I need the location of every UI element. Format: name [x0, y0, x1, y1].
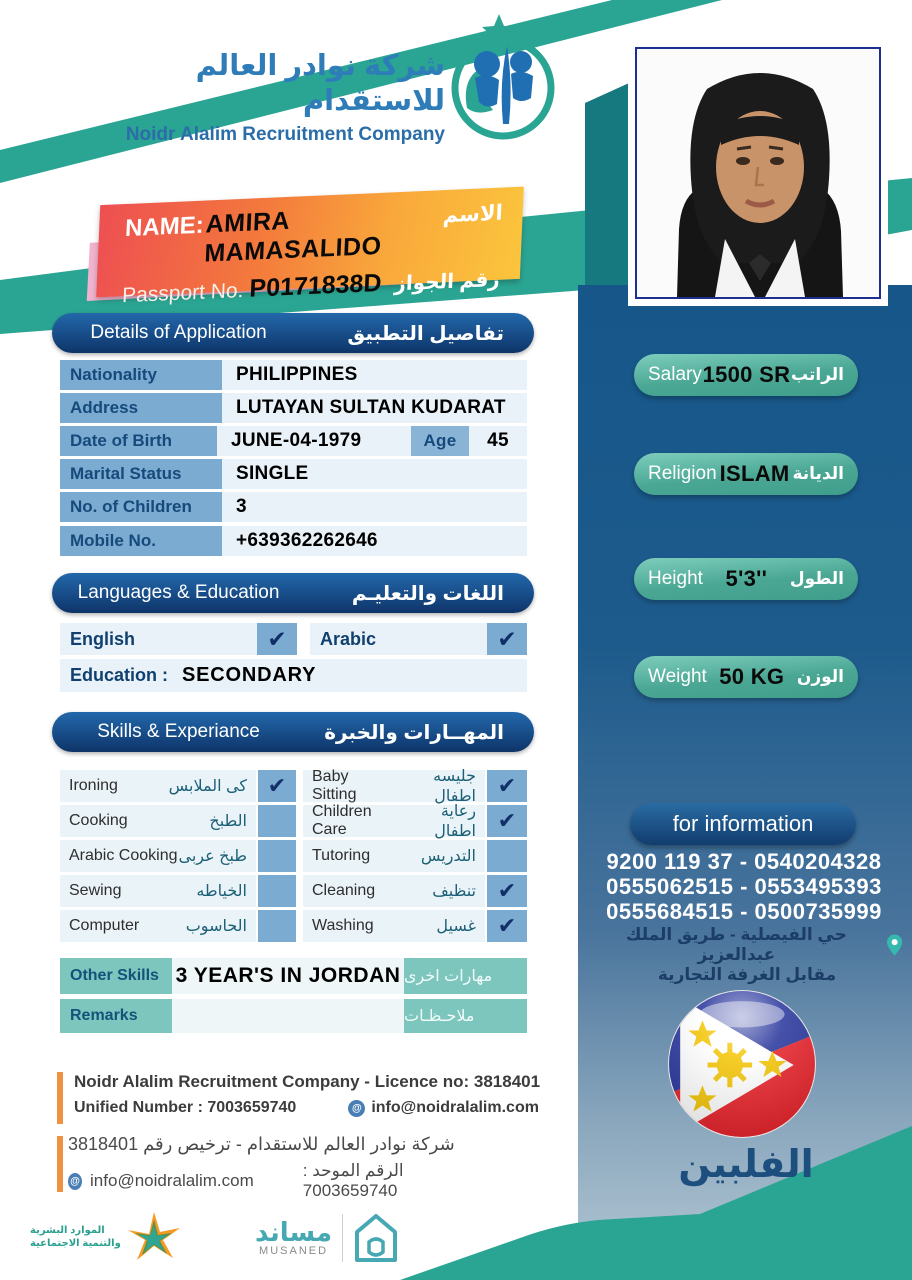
skill-washing-checkbox: ✔ [487, 910, 527, 942]
section-header-languages [52, 573, 534, 613]
skill-tutoring-checkbox [487, 840, 527, 872]
height-pill: Height 5'3'' الطول [634, 558, 858, 600]
footer-email: info@noidralalim.com [371, 1099, 539, 1116]
remarks-label-arabic: ملاحـظـات [404, 999, 527, 1033]
row-nationality [60, 360, 527, 390]
section-header-skills [52, 712, 534, 752]
skill-childrencare: Children Care رعاية اطفال [303, 805, 485, 837]
skill-babysitting: Baby Sitting جليسه اطفال [303, 770, 485, 802]
company-logo-icon [447, 12, 559, 140]
english-label: English [60, 623, 257, 655]
nationality-value: PHILIPPINES [222, 360, 527, 390]
phone-numbers [582, 849, 906, 924]
company-name-arabic: شركة نوادر العالم للاستقدام [195, 50, 445, 117]
skill-childrencare-checkbox: ✔ [487, 805, 527, 837]
row-children [60, 492, 527, 522]
email-icon: @ [68, 1173, 82, 1190]
section-header-details [52, 313, 534, 353]
skill-computer: Computer الحاسوب [60, 910, 256, 942]
address-value: LUTAYAN SULTAN KUDARAT [222, 393, 527, 423]
footer-unified-number: Unified Number : 7003659740 [74, 1099, 297, 1116]
birthdate-value-group [217, 426, 527, 456]
section-title-en: Languages & Education [77, 582, 280, 603]
section-title-ar: اللغات والتعليـم [351, 582, 504, 605]
skill-sewing: Sewing الخياطه [60, 875, 256, 907]
other-skills-value: 3 YEAR'S IN JORDAN [172, 958, 404, 994]
height-value: 5'3'' [725, 566, 768, 591]
applicant-photo [635, 47, 881, 299]
age-label: Age [411, 426, 469, 456]
skill-ironing-checkbox: ✔ [258, 770, 296, 802]
footer-english [74, 1072, 540, 1117]
address-arabic-line2: مقابل الغرفة التجارية [657, 965, 837, 984]
footer-email-arabic-block: info@noidralalim.com [90, 1171, 254, 1190]
row-birthdate [60, 426, 527, 456]
ministry-label: الموارد البشرية والتنمية الاجتماعية [30, 1225, 121, 1249]
education-label: Education : [70, 665, 168, 685]
skill-cooking-checkbox [258, 805, 296, 837]
skill-cleaning-checkbox: ✔ [487, 875, 527, 907]
phone-line-2: 0555062515 - 0553495393 [606, 874, 882, 899]
section-title-ar: المهــارات والخبرة [324, 721, 504, 744]
passport-number: P0171838D [248, 268, 383, 303]
remarks-label: Remarks [60, 999, 172, 1033]
skill-arabiccooking-checkbox [258, 840, 296, 872]
age-value: 45 [487, 430, 509, 451]
philippines-flag-badge [666, 988, 818, 1145]
mobile-label: Mobile No. [60, 526, 222, 556]
footer-accent-bar-en [57, 1072, 63, 1124]
skill-arabiccooking: Arabic Cooking طبخ عربى [60, 840, 256, 872]
banner-gradient [96, 187, 524, 308]
musaned-divider [342, 1214, 343, 1262]
location-pin-icon [887, 934, 902, 956]
country-name-arabic: الفلبين [678, 1144, 814, 1186]
children-label: No. of Children [60, 492, 222, 522]
section-title-en: Details of Application [90, 322, 267, 343]
address-arabic-line1: حي الفيصلية - طريق الملك عبدالعزيز [625, 925, 847, 964]
marital-value: SINGLE [222, 459, 527, 489]
address-label: Address [60, 393, 222, 423]
remarks-value [172, 999, 404, 1033]
children-value: 3 [222, 492, 527, 522]
row-mobile [60, 526, 527, 556]
company-name-english: Noidr Alalim Recruitment Company [125, 124, 445, 145]
skill-cleaning: Cleaning تنظيف [303, 875, 485, 907]
weight-pill: Weight 50 KG الوزن [634, 656, 858, 698]
skill-sewing-checkbox [258, 875, 296, 907]
birthdate-label: Date of Birth [60, 426, 217, 456]
section-title-en: Skills & Experiance [97, 721, 260, 742]
row-address [60, 393, 527, 423]
phone-line-3: 0555684515 - 0500735999 [606, 899, 882, 924]
footer-accent-bar-ar [57, 1136, 63, 1192]
marital-label: Marital Status [60, 459, 222, 489]
row-marital [60, 459, 527, 489]
footer-unified-number-arabic: الرقم الموحد : 7003659740 [302, 1161, 404, 1200]
footer-arabic [68, 1134, 468, 1201]
nationality-label: Nationality [60, 360, 222, 390]
mobile-value: +639362262646 [222, 526, 527, 556]
applicant-photo-frame [628, 40, 888, 306]
name-banner [98, 196, 522, 308]
education-row [60, 659, 527, 692]
phone-line-1: 9200 119 37 - 0540204328 [606, 849, 882, 874]
email-icon: @ [348, 1100, 365, 1117]
salary-pill: Salary 1500 SR الراتب [634, 354, 858, 396]
ministry-star-icon [125, 1208, 183, 1266]
skill-ironing: Ironing كى الملابس [60, 770, 256, 802]
other-skills-label-arabic: مهارات اخرى [404, 958, 527, 994]
musaned-logo [255, 1212, 399, 1264]
skill-babysitting-checkbox: ✔ [487, 770, 527, 802]
musaned-house-icon [353, 1212, 399, 1264]
name-label-arabic: الاسم [442, 201, 504, 228]
arabic-label: Arabic [310, 623, 487, 655]
religion-pill: Religion ISLAM الديانة [634, 453, 858, 495]
footer-licence-line: Noidr Alalim Recruitment Company - Licence no: 3818401 [74, 1072, 541, 1091]
education-value: SECONDARY [182, 664, 317, 686]
applicant-name: AMIRA MAMASALIDO [203, 206, 383, 268]
skill-tutoring: Tutoring التدريس [303, 840, 485, 872]
skill-washing: Washing غسيل [303, 910, 485, 942]
musaned-label: مساند MUSANED [255, 1217, 333, 1257]
ministry-logo [30, 1208, 183, 1266]
passport-label: Passport No. [121, 278, 244, 308]
name-label: NAME: [124, 211, 205, 243]
skill-cooking: Cooking الطبخ [60, 805, 256, 837]
other-skills-label: Other Skills [60, 958, 172, 994]
skill-computer-checkbox [258, 910, 296, 942]
weight-value: 50 KG [719, 664, 785, 689]
section-title-ar: تفاصيل التطبيق [347, 322, 504, 345]
passport-label-arabic: رقم الجواز [393, 268, 501, 296]
english-checkbox: ✔ [257, 623, 297, 655]
company-logo-text [95, 48, 445, 146]
arabic-checkbox: ✔ [487, 623, 527, 655]
footer-licence-line-arabic: شركة نوادر العالم للاستقدام - ترخيص رقم 3818401 [68, 1134, 455, 1154]
birthdate-value: JUNE-04-1979 [231, 430, 362, 451]
religion-value: ISLAM [719, 461, 790, 486]
for-information-pill: for information [630, 803, 856, 845]
salary-value: 1500 SR [702, 362, 791, 387]
office-address [592, 925, 902, 985]
